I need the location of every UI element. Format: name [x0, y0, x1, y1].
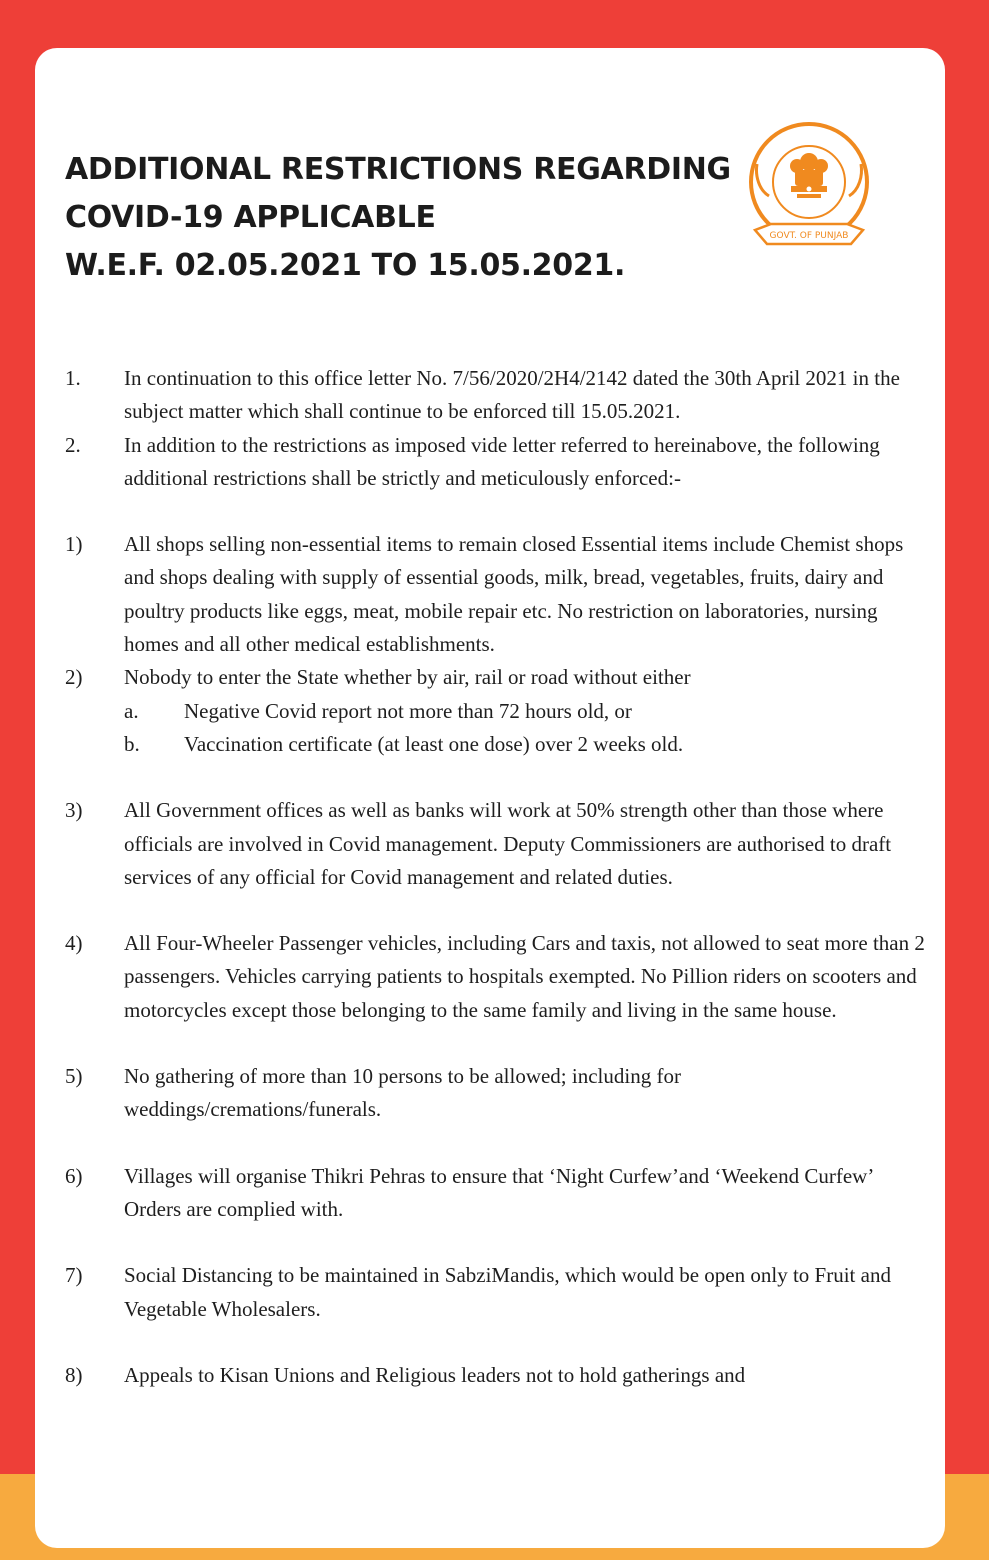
list-item — [35, 528, 945, 661]
item-number: 8) — [65, 1362, 83, 1387]
item-text: No gathering of more than 10 persons to be allowed; including for weddings/cremations/funerals. — [124, 1064, 681, 1122]
item-number: 7) — [65, 1263, 83, 1288]
item-text: All Four-Wheeler Passenger vehicles, including Cars and taxis, not allowed to seat more than 2 passengers. Vehicles carrying patients to hospitals exempted. No Pillion riders on scooters and motorcycles except those belonging to the same family and living in the same house. — [124, 931, 925, 1022]
restrictions-list — [35, 362, 945, 1392]
list-item — [35, 1160, 945, 1227]
list-item — [35, 429, 945, 496]
item-number: 1. — [65, 366, 81, 390]
list-item — [35, 927, 945, 1027]
item-text: All Government offices as well as banks will work at 50% strength other than those where officials are involved in Covid management. Deputy Commissioners are authorised to draft services of any official for Covid management and related duties. — [124, 798, 892, 889]
document-card — [35, 48, 945, 1548]
item-text: All shops selling non-essential items to remain closed Essential items include Chemist shops and shops dealing with supply of essential goods, milk, bread, vegetables, fruits, dairy and poultry products like eggs, meat, mobile repair etc. No restriction on laboratories, nursing homes and all other medical establishments. — [124, 532, 904, 657]
item-number: 6) — [65, 1163, 83, 1188]
list-item — [35, 661, 945, 761]
sub-item — [124, 728, 927, 761]
sub-item-text: Vaccination certificate (at least one dose) over 2 weeks old. — [184, 731, 684, 756]
item-text: In addition to the restrictions as imposed vide letter referred to hereinabove, the following additional restrictions shall be strictly and meticulously enforced:- — [124, 432, 880, 490]
title-line-1: ADDITIONAL RESTRICTIONS REGARDING — [65, 152, 731, 187]
page-title — [65, 146, 731, 290]
item-text: Social Distancing to be maintained in SabziMandis, which would be open only to Fruit and Vegetable Wholesalers. — [124, 1263, 891, 1321]
emblem-label: GOVT. OF PUNJAB — [769, 231, 849, 241]
list-item — [35, 362, 945, 429]
item-number: 1) — [65, 532, 83, 557]
title-line-2: COVID-19 APPLICABLE — [65, 200, 436, 235]
list-item — [35, 1060, 945, 1127]
list-item — [35, 794, 945, 894]
title-line-3: W.E.F. 02.05.2021 TO 15.05.2021. — [65, 248, 626, 283]
sub-item-letter: b. — [124, 731, 140, 756]
item-number: 5) — [65, 1064, 83, 1089]
list-item — [35, 1359, 945, 1392]
sub-item — [124, 695, 927, 728]
item-text: Villages will organise Thikri Pehras to ensure that ‘Night Curfew’and ‘Weekend Curfew’ Orders are complied with. — [124, 1163, 873, 1221]
item-number: 2) — [65, 665, 83, 690]
sub-item-letter: a. — [124, 698, 139, 723]
item-text: Nobody to enter the State whether by air, rail or road without either — [124, 665, 691, 690]
govt-punjab-emblem-icon — [741, 120, 877, 256]
list-item — [35, 1259, 945, 1326]
sub-item-text: Negative Covid report not more than 72 hours old, or — [184, 698, 632, 723]
item-text: In continuation to this office letter No. 7/56/2020/2H4/2142 dated the 30th April 2021 in the subject matter which shall continue to be enforced till 15.05.2021. — [124, 366, 900, 424]
item-number: 3) — [65, 798, 83, 823]
item-number: 4) — [65, 931, 83, 956]
item-number: 2. — [65, 432, 81, 457]
item-text: Appeals to Kisan Unions and Religious leaders not to hold gatherings and — [124, 1362, 746, 1387]
